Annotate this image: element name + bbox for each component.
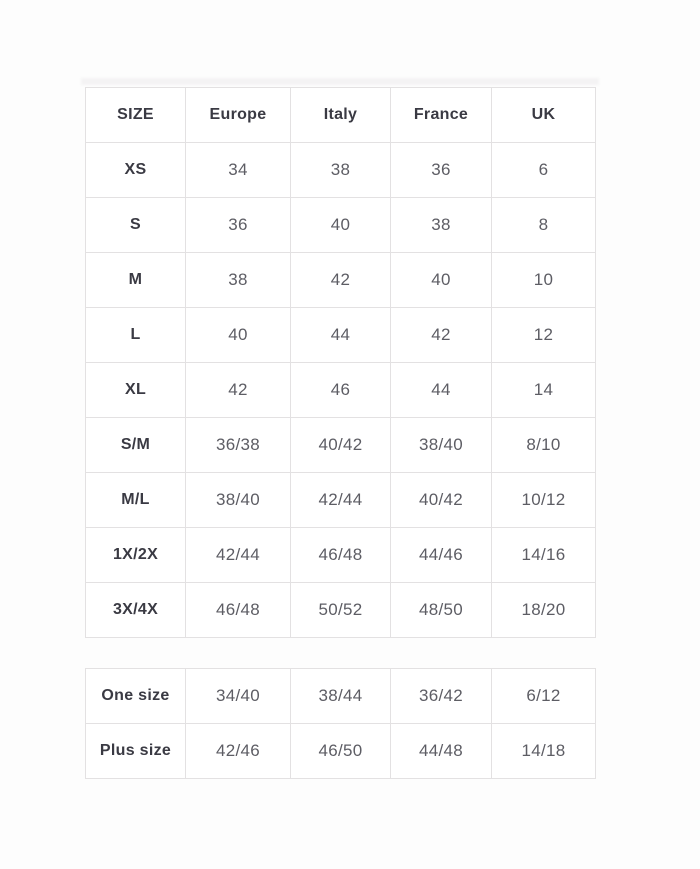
column-header-uk: UK bbox=[492, 88, 596, 143]
table-row bbox=[86, 528, 596, 583]
table-row bbox=[86, 143, 596, 198]
size-value: 38/40 bbox=[186, 473, 291, 528]
column-header-italy: Italy bbox=[291, 88, 391, 143]
size-value: 34 bbox=[186, 143, 291, 198]
size-value: 46 bbox=[291, 363, 391, 418]
size-value: 40 bbox=[391, 253, 492, 308]
table-row bbox=[86, 198, 596, 253]
size-value: 14 bbox=[492, 363, 596, 418]
size-value: 40 bbox=[291, 198, 391, 253]
size-value: 40 bbox=[186, 308, 291, 363]
table-row bbox=[86, 669, 596, 724]
column-header-europe: Europe bbox=[186, 88, 291, 143]
size-value: 36 bbox=[391, 143, 492, 198]
size-value: 8/10 bbox=[492, 418, 596, 473]
size-value: 6/12 bbox=[492, 669, 596, 724]
table-row bbox=[86, 724, 596, 779]
size-value: 10/12 bbox=[492, 473, 596, 528]
size-value: 44 bbox=[291, 308, 391, 363]
size-value: 36/38 bbox=[186, 418, 291, 473]
size-value: 36/42 bbox=[391, 669, 492, 724]
size-value: 42/44 bbox=[291, 473, 391, 528]
size-value: 50/52 bbox=[291, 583, 391, 638]
size-value: 42 bbox=[291, 253, 391, 308]
size-label: M/L bbox=[86, 473, 186, 528]
size-value: 8 bbox=[492, 198, 596, 253]
size-value: 18/20 bbox=[492, 583, 596, 638]
size-value: 36 bbox=[186, 198, 291, 253]
table-row bbox=[86, 583, 596, 638]
column-header-france: France bbox=[391, 88, 492, 143]
size-value: 42/46 bbox=[186, 724, 291, 779]
size-value: 38 bbox=[186, 253, 291, 308]
size-value: 38 bbox=[291, 143, 391, 198]
size-label: L bbox=[86, 308, 186, 363]
size-value: 46/48 bbox=[186, 583, 291, 638]
size-label: S bbox=[86, 198, 186, 253]
special-sizes-table bbox=[85, 668, 596, 779]
size-value: 48/50 bbox=[391, 583, 492, 638]
size-conversion-table bbox=[85, 87, 596, 638]
size-value: 12 bbox=[492, 308, 596, 363]
size-value: 14/18 bbox=[492, 724, 596, 779]
size-value: 38/44 bbox=[291, 669, 391, 724]
size-value: 44 bbox=[391, 363, 492, 418]
size-value: 44/48 bbox=[391, 724, 492, 779]
size-label: XL bbox=[86, 363, 186, 418]
table-row bbox=[86, 418, 596, 473]
size-chart-area bbox=[85, 87, 595, 779]
size-value: 46/48 bbox=[291, 528, 391, 583]
size-value: 34/40 bbox=[186, 669, 291, 724]
size-label: Plus size bbox=[86, 724, 186, 779]
size-value: 42 bbox=[186, 363, 291, 418]
size-label: M bbox=[86, 253, 186, 308]
table-top-shadow bbox=[81, 78, 599, 85]
header-row bbox=[86, 88, 596, 143]
table-row bbox=[86, 308, 596, 363]
size-value: 14/16 bbox=[492, 528, 596, 583]
size-value: 38/40 bbox=[391, 418, 492, 473]
size-value: 42 bbox=[391, 308, 492, 363]
size-label: XS bbox=[86, 143, 186, 198]
table-row bbox=[86, 473, 596, 528]
size-value: 44/46 bbox=[391, 528, 492, 583]
size-value: 42/44 bbox=[186, 528, 291, 583]
size-label: 3X/4X bbox=[86, 583, 186, 638]
size-label: S/M bbox=[86, 418, 186, 473]
size-value: 38 bbox=[391, 198, 492, 253]
size-value: 10 bbox=[492, 253, 596, 308]
size-label: 1X/2X bbox=[86, 528, 186, 583]
table-row bbox=[86, 253, 596, 308]
column-header-size: SIZE bbox=[86, 88, 186, 143]
table-row bbox=[86, 363, 596, 418]
size-label: One size bbox=[86, 669, 186, 724]
size-value: 46/50 bbox=[291, 724, 391, 779]
size-value: 40/42 bbox=[391, 473, 492, 528]
size-value: 6 bbox=[492, 143, 596, 198]
size-value: 40/42 bbox=[291, 418, 391, 473]
